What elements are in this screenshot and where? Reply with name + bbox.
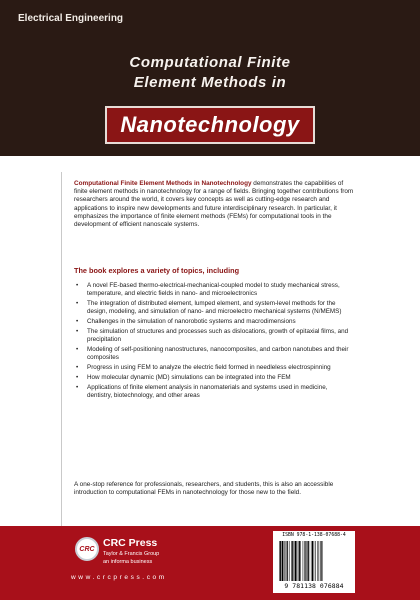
barcode-bar bbox=[298, 541, 299, 581]
bullet-icon: • bbox=[76, 384, 79, 391]
publisher-name: CRC Press bbox=[103, 537, 158, 549]
barcode-bar bbox=[289, 541, 290, 581]
category-label: Electrical Engineering bbox=[18, 13, 124, 24]
barcode-bar bbox=[311, 541, 312, 581]
list-item-text: The simulation of structures and processes such as dislocations, growth of epitaxial films, and precipitation bbox=[87, 328, 349, 343]
barcode-bar bbox=[318, 541, 319, 581]
barcode-bar bbox=[294, 541, 295, 581]
barcode-bar bbox=[319, 541, 320, 581]
barcode-bar bbox=[303, 541, 304, 581]
list-item-text: The integration of distributed element, lumped element, and system-level methods for the design, modeling, and simulation of nano- and microelectro mechanical systems (N/MEMS) bbox=[87, 300, 342, 315]
barcode-bar bbox=[312, 541, 313, 581]
barcode-bars bbox=[279, 541, 349, 581]
bullet-icon: • bbox=[76, 282, 79, 289]
topics-heading: The book explores a variety of topics, including bbox=[74, 266, 240, 275]
header-band bbox=[0, 0, 420, 156]
list-item-text: Applications of finite element analysis in nanomaterials and systems used in medicine, dentistry, biotechnology, and other areas bbox=[87, 384, 328, 399]
barcode-bar bbox=[314, 541, 315, 581]
barcode-bar bbox=[308, 541, 309, 581]
barcode-bar bbox=[321, 541, 322, 581]
barcode-bar bbox=[304, 541, 305, 581]
barcode-bar bbox=[287, 541, 288, 581]
barcode-bar bbox=[299, 541, 300, 581]
barcode-bar bbox=[282, 541, 284, 581]
barcode-bar bbox=[320, 541, 321, 581]
bullet-icon: • bbox=[76, 346, 79, 353]
bullet-icon: • bbox=[76, 364, 79, 371]
barcode-bar bbox=[292, 541, 293, 581]
list-item-text: Challenges in the simulation of nanorobotic systems and macrodimensions bbox=[87, 318, 296, 325]
list-item-text: How molecular dynamic (MD) simulations can be integrated into the FEM bbox=[87, 374, 291, 381]
bullet-icon: • bbox=[76, 374, 79, 381]
isbn-barcode bbox=[273, 531, 355, 593]
publisher-group: Taylor & Francis Group bbox=[103, 551, 160, 557]
bullet-icon: • bbox=[76, 300, 79, 307]
barcode-bar bbox=[291, 541, 292, 581]
barcode-bar bbox=[280, 541, 281, 581]
barcode-number: 9 781138 076884 bbox=[284, 582, 344, 590]
list-item bbox=[74, 300, 354, 316]
publisher-business: an informa business bbox=[103, 559, 153, 565]
barcode-bar bbox=[284, 541, 285, 581]
barcode-bar bbox=[286, 541, 287, 581]
list-item bbox=[74, 374, 354, 382]
description-lead: Computational Finite Element Methods in Nanotechnology bbox=[74, 180, 252, 187]
bullet-icon: • bbox=[76, 328, 79, 335]
barcode-bar bbox=[295, 541, 297, 581]
barcode-bar bbox=[305, 541, 306, 581]
list-item bbox=[74, 346, 354, 362]
barcode-bar bbox=[307, 541, 308, 581]
barcode-bar bbox=[300, 541, 301, 581]
list-item-text: Progress in using FEM to analyze the electric field formed in needleless electrospinning bbox=[87, 364, 331, 371]
description-body: demonstrates the capabilities of finite element methods in nanotechnology for a range of fields. Bringing together contributions from researchers around the world, it covers key concepts as well as cutting-edge research and applications to inspire new developments and future interdisciplinary research. In particular, it emphasizes the importance of finite element methods (FEMs) for computational tools in the development of efficient nanoscale systems. bbox=[74, 180, 354, 229]
isbn-label: ISBN 978-1-138-07688-4 bbox=[282, 533, 346, 538]
title-highlight-box bbox=[105, 106, 315, 144]
closing-paragraph: A one-stop reference for professionals, researchers, and students, this is also an accessible introduction to computational FEMs in nanotechnology for those new to the field. bbox=[74, 481, 334, 497]
barcode-bar bbox=[315, 541, 316, 581]
list-item bbox=[74, 328, 354, 344]
publisher-website: www.crcpress.com bbox=[71, 574, 167, 581]
list-item bbox=[74, 364, 354, 372]
list-item bbox=[74, 318, 354, 326]
publisher-band bbox=[0, 526, 420, 600]
list-item-text: Modeling of self-positioning nanostructures, nanocomposites, and carbon nanotubes and their composites bbox=[87, 346, 349, 361]
list-item bbox=[74, 384, 354, 400]
description-text bbox=[74, 180, 354, 229]
bullet-icon: • bbox=[76, 318, 79, 325]
title-line-1: Computational Finite bbox=[129, 54, 291, 71]
title-main: Nanotechnology bbox=[120, 112, 300, 137]
list-item bbox=[74, 282, 354, 298]
book-title bbox=[0, 53, 420, 93]
title-line-2: Element Methods in bbox=[133, 74, 287, 91]
topics-list bbox=[74, 282, 354, 402]
list-item-text: A novel FE-based thermo-electrical-mechanical-coupled model to study mechanical stress, temperature, and electric fields in nano- and microelectronics bbox=[87, 282, 340, 297]
barcode-bar bbox=[279, 541, 280, 581]
crc-logo-icon: CRC bbox=[75, 537, 99, 561]
